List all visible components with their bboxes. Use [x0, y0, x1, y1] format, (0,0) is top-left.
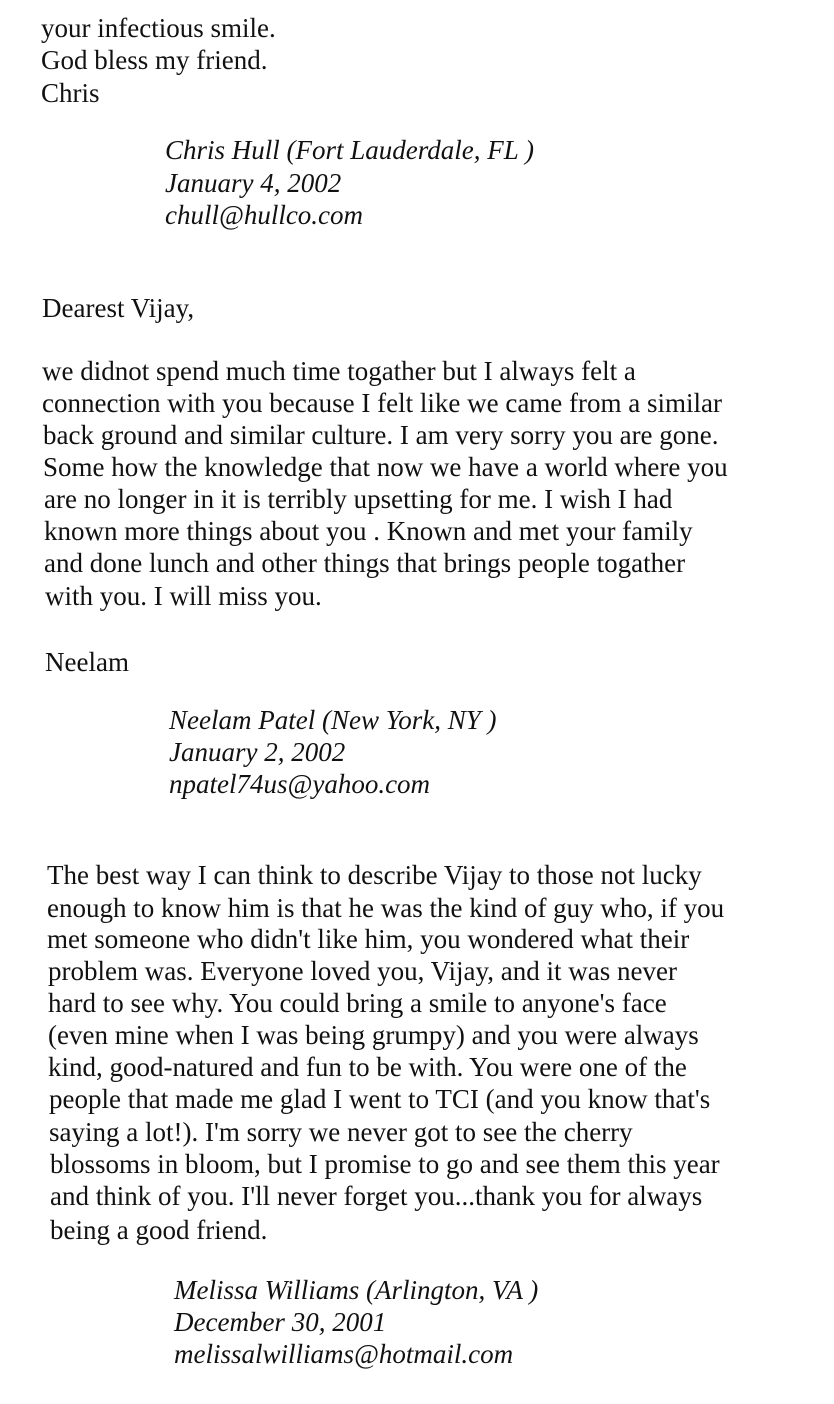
- signoff: Neelam: [45, 647, 129, 677]
- body-line: met someone who didn't like him, you wondered what their: [47, 924, 690, 954]
- body-line: your infectious smile.: [41, 13, 276, 43]
- body-line: saying a lot!). I'm sorry we never got to see the cherry: [49, 1117, 633, 1147]
- signature-name-location: Chris Hull (Fort Lauderdale, FL ): [165, 135, 535, 165]
- body-line: and done lunch and other things that brings people togather: [44, 548, 686, 578]
- signature-date: January 2, 2002: [169, 737, 346, 767]
- body-line: Some how the knowledge that now we have a world where you: [43, 452, 728, 482]
- salutation: Dearest Vijay,: [42, 293, 195, 323]
- body-line: The best way I can think to describe Vijay to those not lucky: [47, 860, 702, 890]
- body-line: problem was. Everyone loved you, Vijay, and it was never: [48, 956, 677, 986]
- signature-name-location: Melissa Williams (Arlington, VA ): [174, 1275, 539, 1305]
- body-line: (even mine when I was being grumpy) and you were always: [48, 1020, 699, 1050]
- body-line: Chris: [41, 78, 100, 108]
- body-line: God bless my friend.: [41, 45, 268, 75]
- signature-email: npatel74us@yahoo.com: [169, 769, 431, 799]
- body-line: back ground and similar culture. I am very sorry you are gone.: [43, 420, 719, 450]
- body-line: with you. I will miss you.: [45, 581, 322, 611]
- signature-date: January 4, 2002: [165, 168, 342, 198]
- signature-email: melissalwilliams@hotmail.com: [174, 1339, 514, 1369]
- body-line: connection with you because I felt like we came from a similar: [42, 388, 722, 418]
- body-line: enough to know him is that he was the kind of guy who, if you: [47, 893, 725, 923]
- body-line: we didnot spend much time togather but I always felt a: [42, 356, 636, 386]
- body-line: kind, good-natured and fun to be with. You were one of the: [48, 1052, 687, 1082]
- body-line: known more things about you . Known and met your family: [44, 516, 693, 546]
- body-line: blossoms in bloom, but I promise to go and see them this year: [50, 1149, 720, 1179]
- body-line: and think of you. I'll never forget you...thank you for always: [50, 1181, 703, 1211]
- signature-email: chull@hullco.com: [165, 200, 364, 230]
- body-line: people that made me glad I went to TCI (and you know that's: [49, 1084, 711, 1114]
- body-line: hard to see why. You could bring a smile to anyone's face: [48, 988, 667, 1018]
- body-line: being a good friend.: [50, 1215, 268, 1245]
- signature-name-location: Neelam Patel (New York, NY ): [169, 705, 497, 735]
- signature-date: December 30, 2001: [174, 1307, 387, 1337]
- body-line: are no longer in it is terribly upsetting for me. I wish I had: [44, 484, 673, 514]
